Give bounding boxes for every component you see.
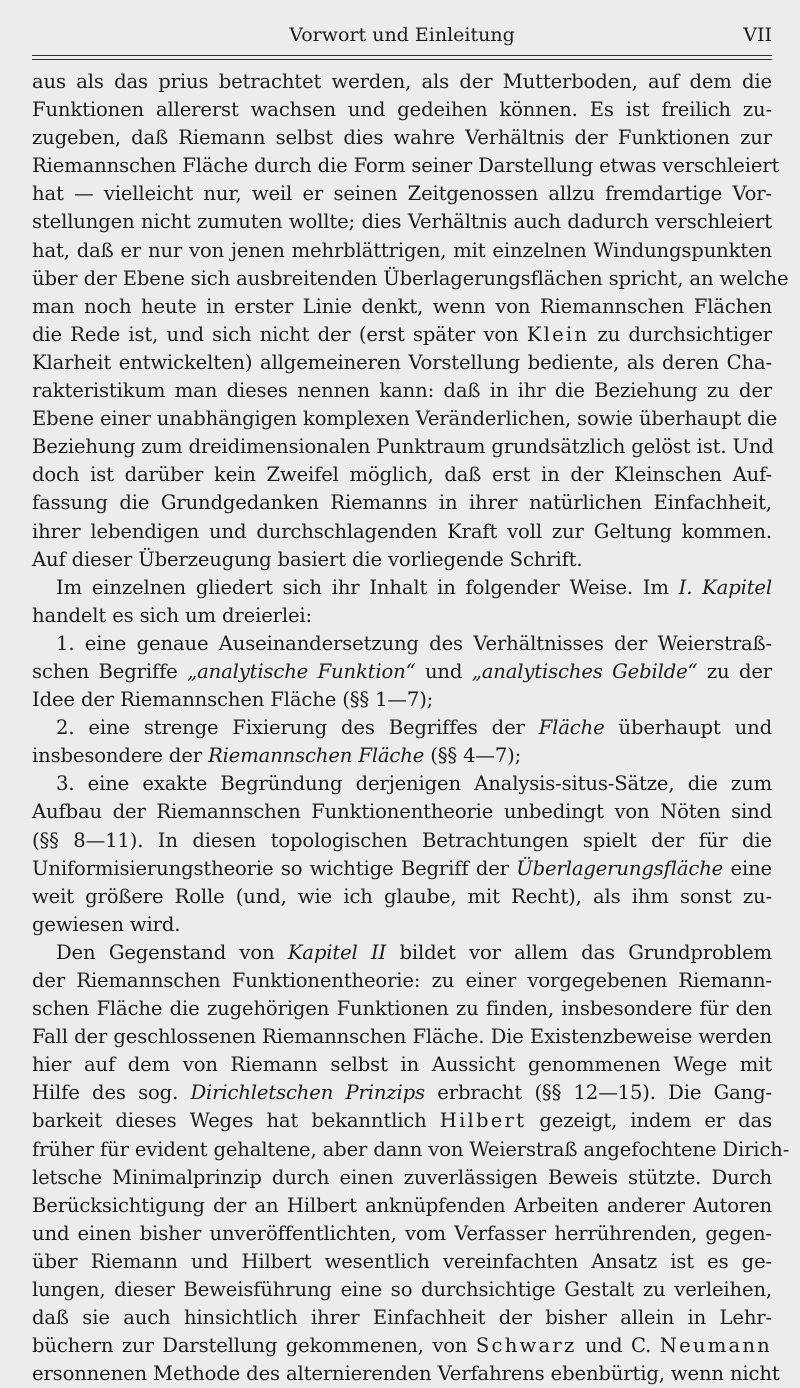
text-span: die Rede ist, und sich nicht der (erst später von — [32, 322, 527, 346]
text-span: barkeit dieses Weges hat bekanntlich — [32, 1109, 440, 1133]
name-hilbert: Hilbert — [439, 1109, 527, 1133]
list-item-2 — [32, 714, 772, 742]
text-line — [32, 939, 772, 967]
text-line: rakteristikum man dieses nennen kann: daß in ihr die Beziehung zu der — [32, 379, 772, 403]
text-line: Riemannschen Fläche durch die Form seiner Darstellung etwas verschleiert — [32, 154, 780, 178]
text-line: hier auf dem von Riemann selbst in Aussicht genommenen Wege mit — [32, 1053, 772, 1077]
text-line — [32, 321, 772, 349]
text-line — [32, 574, 772, 602]
text-line: und einen bisher unveröffentlichten, vom Verfasser herrührenden, gegen- — [32, 1221, 772, 1245]
text-line — [32, 742, 772, 770]
text-line — [32, 1079, 772, 1107]
text-line — [32, 658, 772, 686]
text-span: Im einzelnen gliedert sich ihr Inhalt in folgender Weise. Im — [56, 575, 679, 599]
text-line: Ebene einer unabhängigen komplexen Veränderlichen, sowie überhaupt die — [32, 407, 778, 431]
header-title: Vorwort und Einleitung — [289, 24, 515, 46]
list-item-1: 1. eine genaue Auseinandersetzung des Verhältnisses der Weierstraß- — [56, 631, 772, 655]
text-line: hat, daß er nur von jenen mehrblättrigen, mit einzelnen Windungspunkten — [32, 238, 772, 262]
text-span: und C. — [576, 1334, 660, 1358]
name-klein: Klein — [526, 322, 590, 346]
text-line: ersonnenen Methode des alternierenden Verfahrens ebenbürtig, wenn nicht — [32, 1362, 780, 1386]
text-line: Aufbau der Riemannschen Funktionentheorie unbedingt von Nöten sind — [32, 800, 772, 824]
text-span: (§§ 4—7); — [424, 744, 522, 768]
emphasis-analytische-funktion: „analytische Funktion“ — [187, 659, 416, 683]
text-line: aus als das prius betrachtet werden, als der Mutterboden, auf dem die — [32, 70, 772, 93]
text-line: zugeben, daß Riemann selbst dies wahre Verhältnis der Funktionen zur — [32, 126, 772, 150]
text-line: Berücksichtigung der an Hilbert anknüpfenden Arbeiten anderer Autoren — [32, 1193, 772, 1217]
name-schwarz: Schwarz — [475, 1334, 577, 1358]
text-line: letsche Minimalprinzip durch einen zuverlässigen Beweis stützte. Durch — [32, 1165, 772, 1189]
list-item-3: 3. eine exakte Begründung derjenigen Analysis-situs-Sätze, die zum — [56, 772, 772, 796]
text-line — [32, 1107, 772, 1135]
text-line — [32, 855, 772, 883]
text-line: Idee der Riemannschen Fläche (§§ 1—7); — [32, 688, 434, 712]
text-line: stellungen nicht zumuten wollte; dies Verhältnis auch dadurch verschleiert — [32, 210, 772, 234]
text-span: bildet vor allem das Grundproblem — [386, 940, 772, 964]
text-line: lungen, dieser Beweisführung eine so durchsichtige Gestalt zu verleihen, — [32, 1278, 772, 1302]
text-span: eine — [723, 856, 772, 880]
emphasis-analytisches-gebilde: „analytisches Gebilde“ — [471, 659, 698, 683]
text-span: erbracht (§§ 12—15). Die Gang- — [424, 1081, 772, 1105]
text-span: büchern zur Darstellung gekommenen, von — [32, 1334, 476, 1358]
text-line: Beziehung zum dreidimensionalen Punktraum grundsätzlich gelöst ist. Und — [32, 435, 774, 459]
text-line: schen Fläche die zugehörigen Funktionen zu finden, insbesondere für den — [32, 997, 772, 1021]
text-span: gezeigt, indem er das — [526, 1109, 772, 1133]
text-span: 2. eine strenge Fixierung des Begriffes der — [56, 716, 539, 740]
text-line: (§§ 8—11). In diesen topologischen Betrachtungen spielt der für die — [32, 828, 772, 852]
text-line: daß sie auch hinsichtlich ihrer Einfachheit der bisher allein in Lehr- — [32, 1306, 772, 1330]
header-rule-bottom — [32, 59, 772, 60]
text-span: zu durchsichtiger — [589, 322, 772, 346]
text-line: weit größere Rolle (und, wie ich glaube, mit Recht), als ihm sonst zu- — [32, 884, 772, 908]
text-line: gewiesen wird. — [32, 912, 181, 936]
text-span: Den Gegenstand von — [56, 940, 288, 964]
text-line: Auf dieser Überzeugung basiert die vorliegende Schrift. — [32, 547, 583, 571]
text-line: hat — vielleicht nur, weil er seinen Zeitgenossen allzu fremdartige Vor- — [32, 182, 772, 206]
text-span: insbesondere der — [32, 744, 209, 768]
emphasis-kapitel-2: Kapitel II — [287, 940, 387, 964]
emphasis-riemannsche-flaeche: Riemannschen Fläche — [208, 744, 425, 768]
page-number: VII — [743, 24, 772, 46]
emphasis-flaeche: Fläche — [538, 716, 605, 740]
text-span: Uniformisierungstheorie so wichtige Begriff der — [32, 856, 517, 880]
text-line: doch ist darüber kein Zweifel möglich, daß erst in der Kleinschen Auf- — [32, 463, 772, 487]
text-span: überhaupt und — [604, 716, 772, 740]
text-line: Klarheit entwickelten) allgemeineren Vorstellung bediente, als deren Cha- — [32, 350, 772, 374]
body-text — [32, 68, 790, 1388]
text-line: fassung die Grundgedanken Riemanns in ihrer natürlichen Einfachheit, — [32, 491, 772, 515]
text-line: früher für evident gehaltene, aber dann von Weierstraß angefochtene Dirich- — [32, 1137, 790, 1161]
name-neumann: Neumann — [659, 1334, 772, 1358]
emphasis-kapitel-1: I. Kapitel — [678, 575, 772, 599]
emphasis-ueberlagerungsflaeche: Überlagerungsfläche — [516, 856, 724, 880]
text-line: Fall der geschlossenen Riemannschen Fläche. Die Existenzbeweise werden — [32, 1025, 772, 1049]
text-span: Hilfe des sog. — [32, 1081, 191, 1105]
text-line: man noch heute in erster Linie denkt, wenn von Riemannschen Flächen — [32, 294, 772, 318]
text-span: zu der — [697, 659, 773, 683]
text-line: ihrer lebendigen und durchschlagenden Kraft voll zur Geltung kommen. — [32, 519, 772, 543]
header-rule-top — [32, 55, 772, 56]
text-span: schen Begriffe — [32, 659, 188, 683]
text-line: handelt es sich um dreierlei: — [32, 603, 312, 627]
text-span: und — [415, 659, 472, 683]
running-header — [32, 22, 772, 48]
text-line: Funktionen allererst wachsen und gedeihen können. Es ist freilich zu- — [32, 98, 772, 122]
text-line — [32, 1332, 772, 1360]
text-line: über der Ebene sich ausbreitenden Überlagerungsflächen spricht, an welche — [32, 266, 789, 290]
text-line: der Riemannschen Funktionentheorie: zu einer vorgegebenen Riemann- — [32, 969, 772, 992]
emphasis-dirichlet: Dirichletschen Prinzips — [190, 1081, 425, 1105]
text-line: über Riemann und Hilbert wesentlich vereinfachten Ansatz ist es ge- — [32, 1249, 772, 1273]
